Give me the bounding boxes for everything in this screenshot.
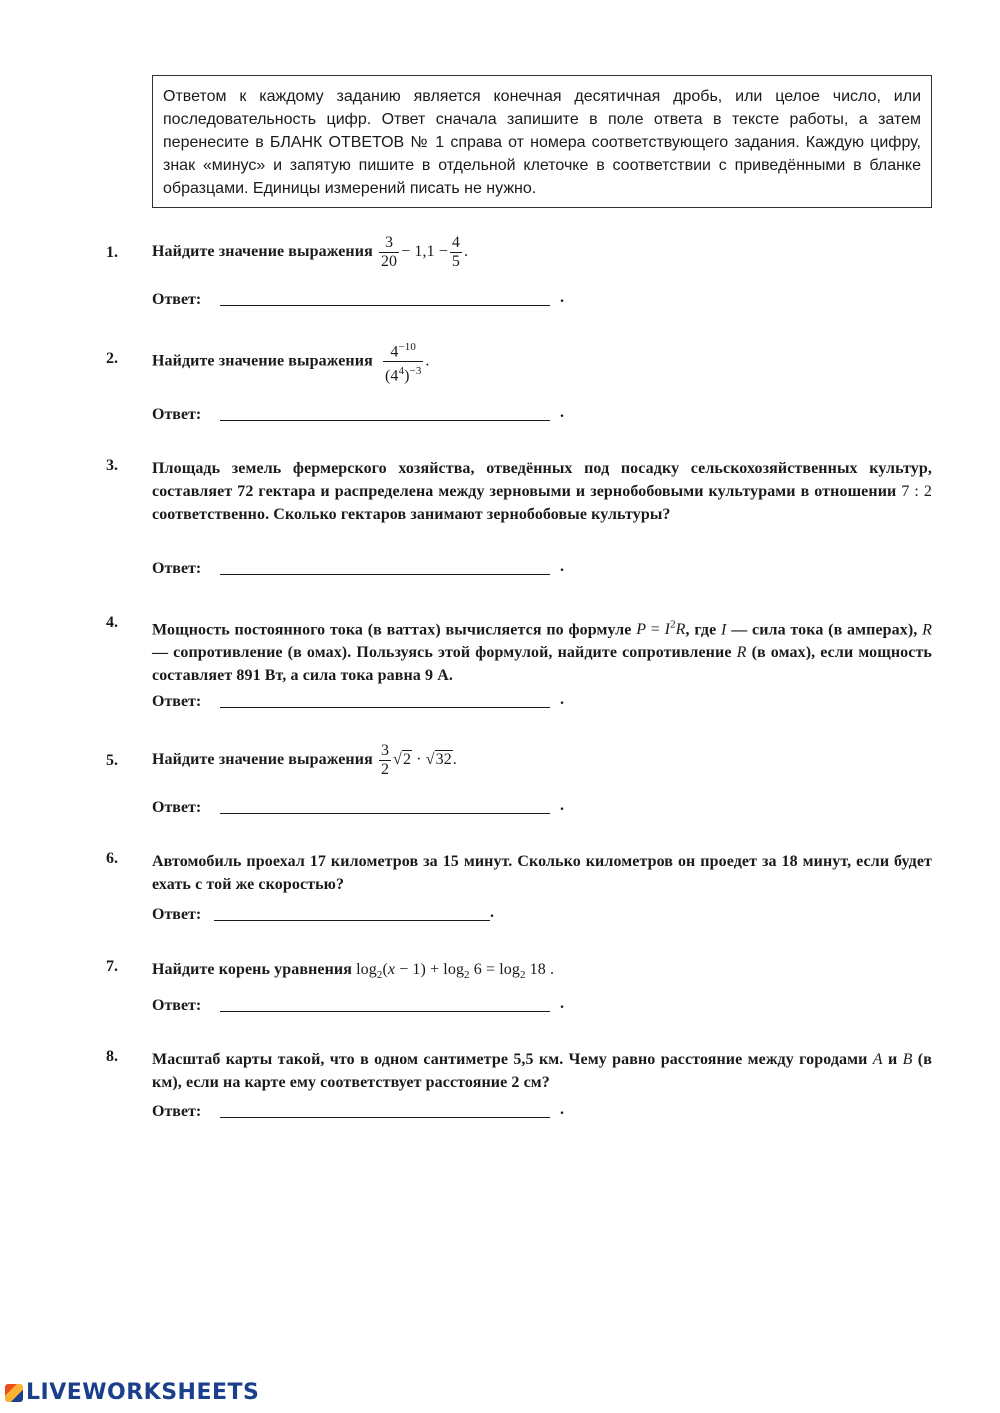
liveworksheets-logo[interactable] (5, 1380, 259, 1410)
answer-label: Ответ: (152, 799, 202, 816)
answer-dot: . (490, 904, 494, 921)
task-number: 8. (106, 1048, 118, 1065)
task-text: Найдите значение выражения $\frac{3}{2}$ √2 · √32. (152, 742, 457, 778)
instructions-box: Ответом к каждому заданию является конечная десятичная дробь, или целое число, или последовательность цифр. Ответ сначала запишите в поле ответа в тексте работы, а затем перенесите в БЛАНК ОТВЕТОВ № 1 справа от номера соответствующего задания. Каждую цифру, знак «минус» и запятую пишите в отдельной клеточке в соответствии с приведёнными в бланке образцами. Единицы измерений писать не нужно. (152, 75, 932, 208)
answer-input[interactable] (220, 813, 550, 814)
fraction: $\frac{3}{20}$ (380, 234, 398, 270)
fraction: $\frac{3}{2}$ (380, 742, 390, 778)
task-text: Площадь земель фермерского хозяйства, отведённых под посадку сельскохозяйственных культур, составляет 72 гектара и распределена между зерновыми и зернобобовыми культурами в отношении 7 : 2 соответственно. Сколько гектаров занимают зернобобовые культуры? (152, 460, 932, 523)
answer-dot: . (560, 995, 564, 1012)
answer-label: Ответ: (152, 560, 202, 577)
answer-label: Ответ: (152, 406, 202, 423)
answer-input[interactable] (220, 1117, 550, 1118)
answer-input[interactable] (220, 420, 550, 421)
task-text: Масштаб карты такой, что в одном сантиметре 5,5 км. Чему равно расстояние между городами A и B (в км), если на карте ему соответствует расстояние 2 см? (152, 1051, 932, 1091)
answer-label: Ответ: (152, 693, 202, 710)
answer-row-2 (152, 404, 564, 424)
answer-dot: . (560, 797, 564, 814)
answer-row-1 (152, 289, 564, 309)
answer-input[interactable] (214, 920, 490, 921)
task-number: 7. (106, 958, 118, 975)
answer-input[interactable] (220, 707, 550, 708)
task-number: 4. (106, 614, 118, 631)
answer-dot: . (560, 1101, 564, 1118)
liveworksheets-icon (5, 1384, 23, 1402)
fraction: $\frac{4}{5}$ (451, 234, 460, 270)
answer-row-8 (152, 1101, 564, 1121)
task-text: Найдите значение выражения $\frac{3}{20}$ − 1,1 − $\frac{4}{5}$ . (152, 234, 469, 270)
sqrt-symbol: √32 (425, 751, 452, 769)
task-number: 5. (106, 752, 118, 769)
log-equation: $\log_2(x - 1) + \log_2 6 = \log_2 18$ . (356, 961, 555, 982)
answer-row-5 (152, 797, 564, 817)
answer-label: Ответ: (152, 906, 202, 923)
task-number: 2. (106, 350, 118, 367)
answer-label: Ответ: (152, 1103, 202, 1120)
footer-brand-text: LIVEWORKSHEETS (26, 1380, 260, 1405)
answer-label: Ответ: (152, 997, 202, 1014)
answer-row-7 (152, 995, 564, 1015)
sqrt-symbol: √2 (393, 751, 412, 769)
answer-row-3 (152, 558, 564, 578)
answer-input[interactable] (220, 574, 550, 575)
answer-dot: . (560, 691, 564, 708)
answer-dot: . (560, 289, 564, 306)
task-text: Мощность постоянного тока (в ваттах) вычисляется по формуле $P = I^2R$, где I — сила тока (в амперах), R — сопротивление (в омах). Пользуясь этой формулой, найдите сопротивление R (в омах), если мощность составляет 891 Вт, а сила тока равна 9 А. (152, 619, 932, 685)
answer-row-4 (152, 691, 564, 711)
task-text: Найдите корень уравнения $\log_2(x - 1) + \log_2 6 = \log_2 18$ . (152, 961, 555, 982)
answer-label: Ответ: (152, 291, 202, 308)
answer-dot: . (560, 404, 564, 421)
answer-row-6 (152, 904, 494, 924)
answer-dot: . (560, 558, 564, 575)
answer-input[interactable] (220, 1011, 550, 1012)
fraction: $\frac{4^{-10}}{(4^4)^{-3}}$ (383, 338, 423, 386)
task-text: Автомобиль проехал 17 километров за 15 минут. Сколько километров он проедет за 18 минут, если будет ехать с той же скоростью? (152, 853, 932, 893)
task-text: Найдите значение выражения $\frac{4^{-10}}{(4^4)^{-3}}$ . (152, 338, 932, 386)
task-number: 1. (106, 244, 118, 261)
answer-input[interactable] (220, 305, 550, 306)
task-number: 6. (106, 850, 118, 867)
task-number: 3. (106, 457, 118, 474)
